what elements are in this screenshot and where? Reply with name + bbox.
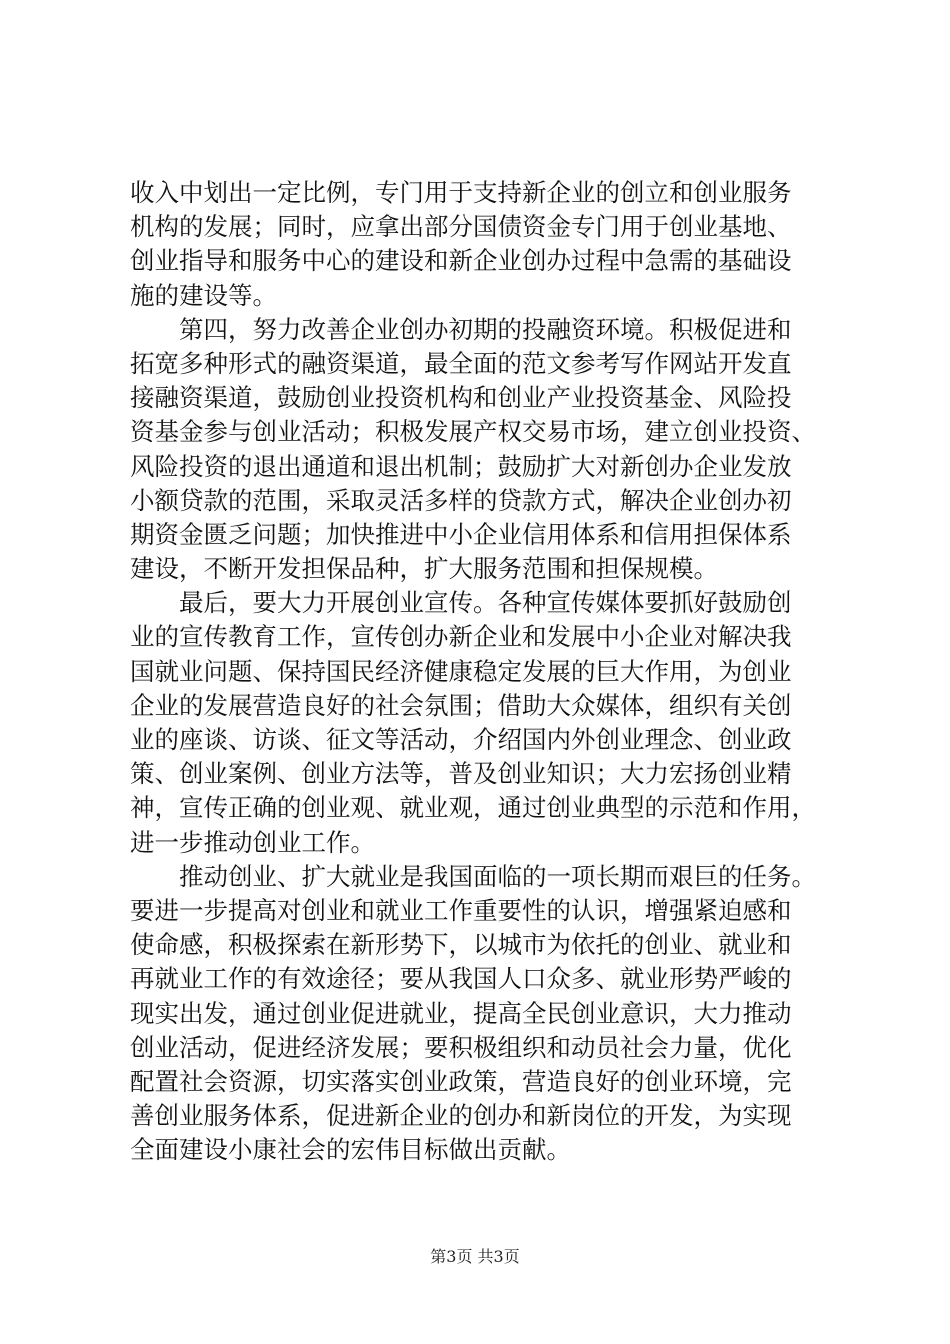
text-line: 施的建设等。 [130,280,277,310]
text-line: 再就业工作的有效途径；要从我国人口众多、就业形势严峻的 [130,964,792,994]
text-line: 创业活动，促进经济发展；要积极组织和动员社会力量，优化 [130,1032,792,1062]
page-footer [0,1244,950,1267]
text-line: 国就业问题、保持国民经济健康稳定发展的巨大作用，为创业 [130,656,792,686]
text-line: 现实出发，通过创业促进就业，提高全民创业意识，大力推动 [130,998,792,1028]
text-line: 进一步推动创业工作。 [130,827,375,857]
text-line: 建设，不断开发担保品种，扩大服务范围和担保规模。 [130,554,718,584]
text-line: 业的宣传教育工作，宣传创办新企业和发展中小企业对解决我 [130,622,792,652]
text-line: 要进一步提高对创业和就业工作重要性的认识，增强紧迫感和 [130,895,792,925]
text-line: 企业的发展营造良好的社会氛围；借助大众媒体，组织有关创 [130,690,792,720]
text-line: 接融资渠道，鼓励创业投资机构和创业产业投资基金、风险投 [130,383,792,413]
body-text [130,176,855,1167]
text-line: 期资金匮乏问题；加快推进中小企业信用体系和信用担保体系 [130,519,792,549]
text-line: 小额贷款的范围，采取灵活多样的贷款方式，解决企业创办初 [130,485,792,515]
text-line: 善创业服务体系，促进新企业的创办和新岗位的开发，为实现 [130,1101,792,1131]
text-line: 风险投资的退出通道和退出机制；鼓励扩大对新创办企业发放 [130,451,792,481]
text-line: 资基金参与创业活动；积极发展产权交易市场，建立创业投资、 [130,417,816,447]
text-line: 收入中划出一定比例，专门用于支持新企业的创立和创业服务 [130,178,792,207]
text-line: 拓宽多种形式的融资渠道，最全面的范文参考写作网站开发直 [130,348,792,378]
page-number-label: 第3页 共3页 [430,1247,520,1266]
text-line: 策、创业案例、创业方法等，普及创业知识；大力宏扬创业精 [130,759,792,789]
text-line: 推动创业、扩大就业是我国面临的一项长期而艰巨的任务。 [130,861,816,891]
text-line: 使命感，积极探索在新形势下，以城市为依托的创业、就业和 [130,930,792,960]
text-line: 全面建设小康社会的宏伟目标做出贡献。 [130,1135,571,1165]
text-line: 神，宣传正确的创业观、就业观，通过创业典型的示范和作用， [130,793,816,823]
text-line: 创业指导和服务中心的建设和新企业创办过程中急需的基础设 [130,246,792,276]
text-line: 业的座谈、访谈、征文等活动，介绍国内外创业理念、创业政 [130,725,792,754]
text-line: 配置社会资源，切实落实创业政策，营造良好的创业环境，完 [130,1066,792,1096]
text-line: 机构的发展；同时，应拿出部分国债资金专门用于创业基地、 [130,212,792,242]
text-line: 第四，努力改善企业创办初期的投融资环境。积极促进和 [130,314,792,344]
text-line: 最后，要大力开展创业宣传。各种宣传媒体要抓好鼓励创 [130,588,792,618]
